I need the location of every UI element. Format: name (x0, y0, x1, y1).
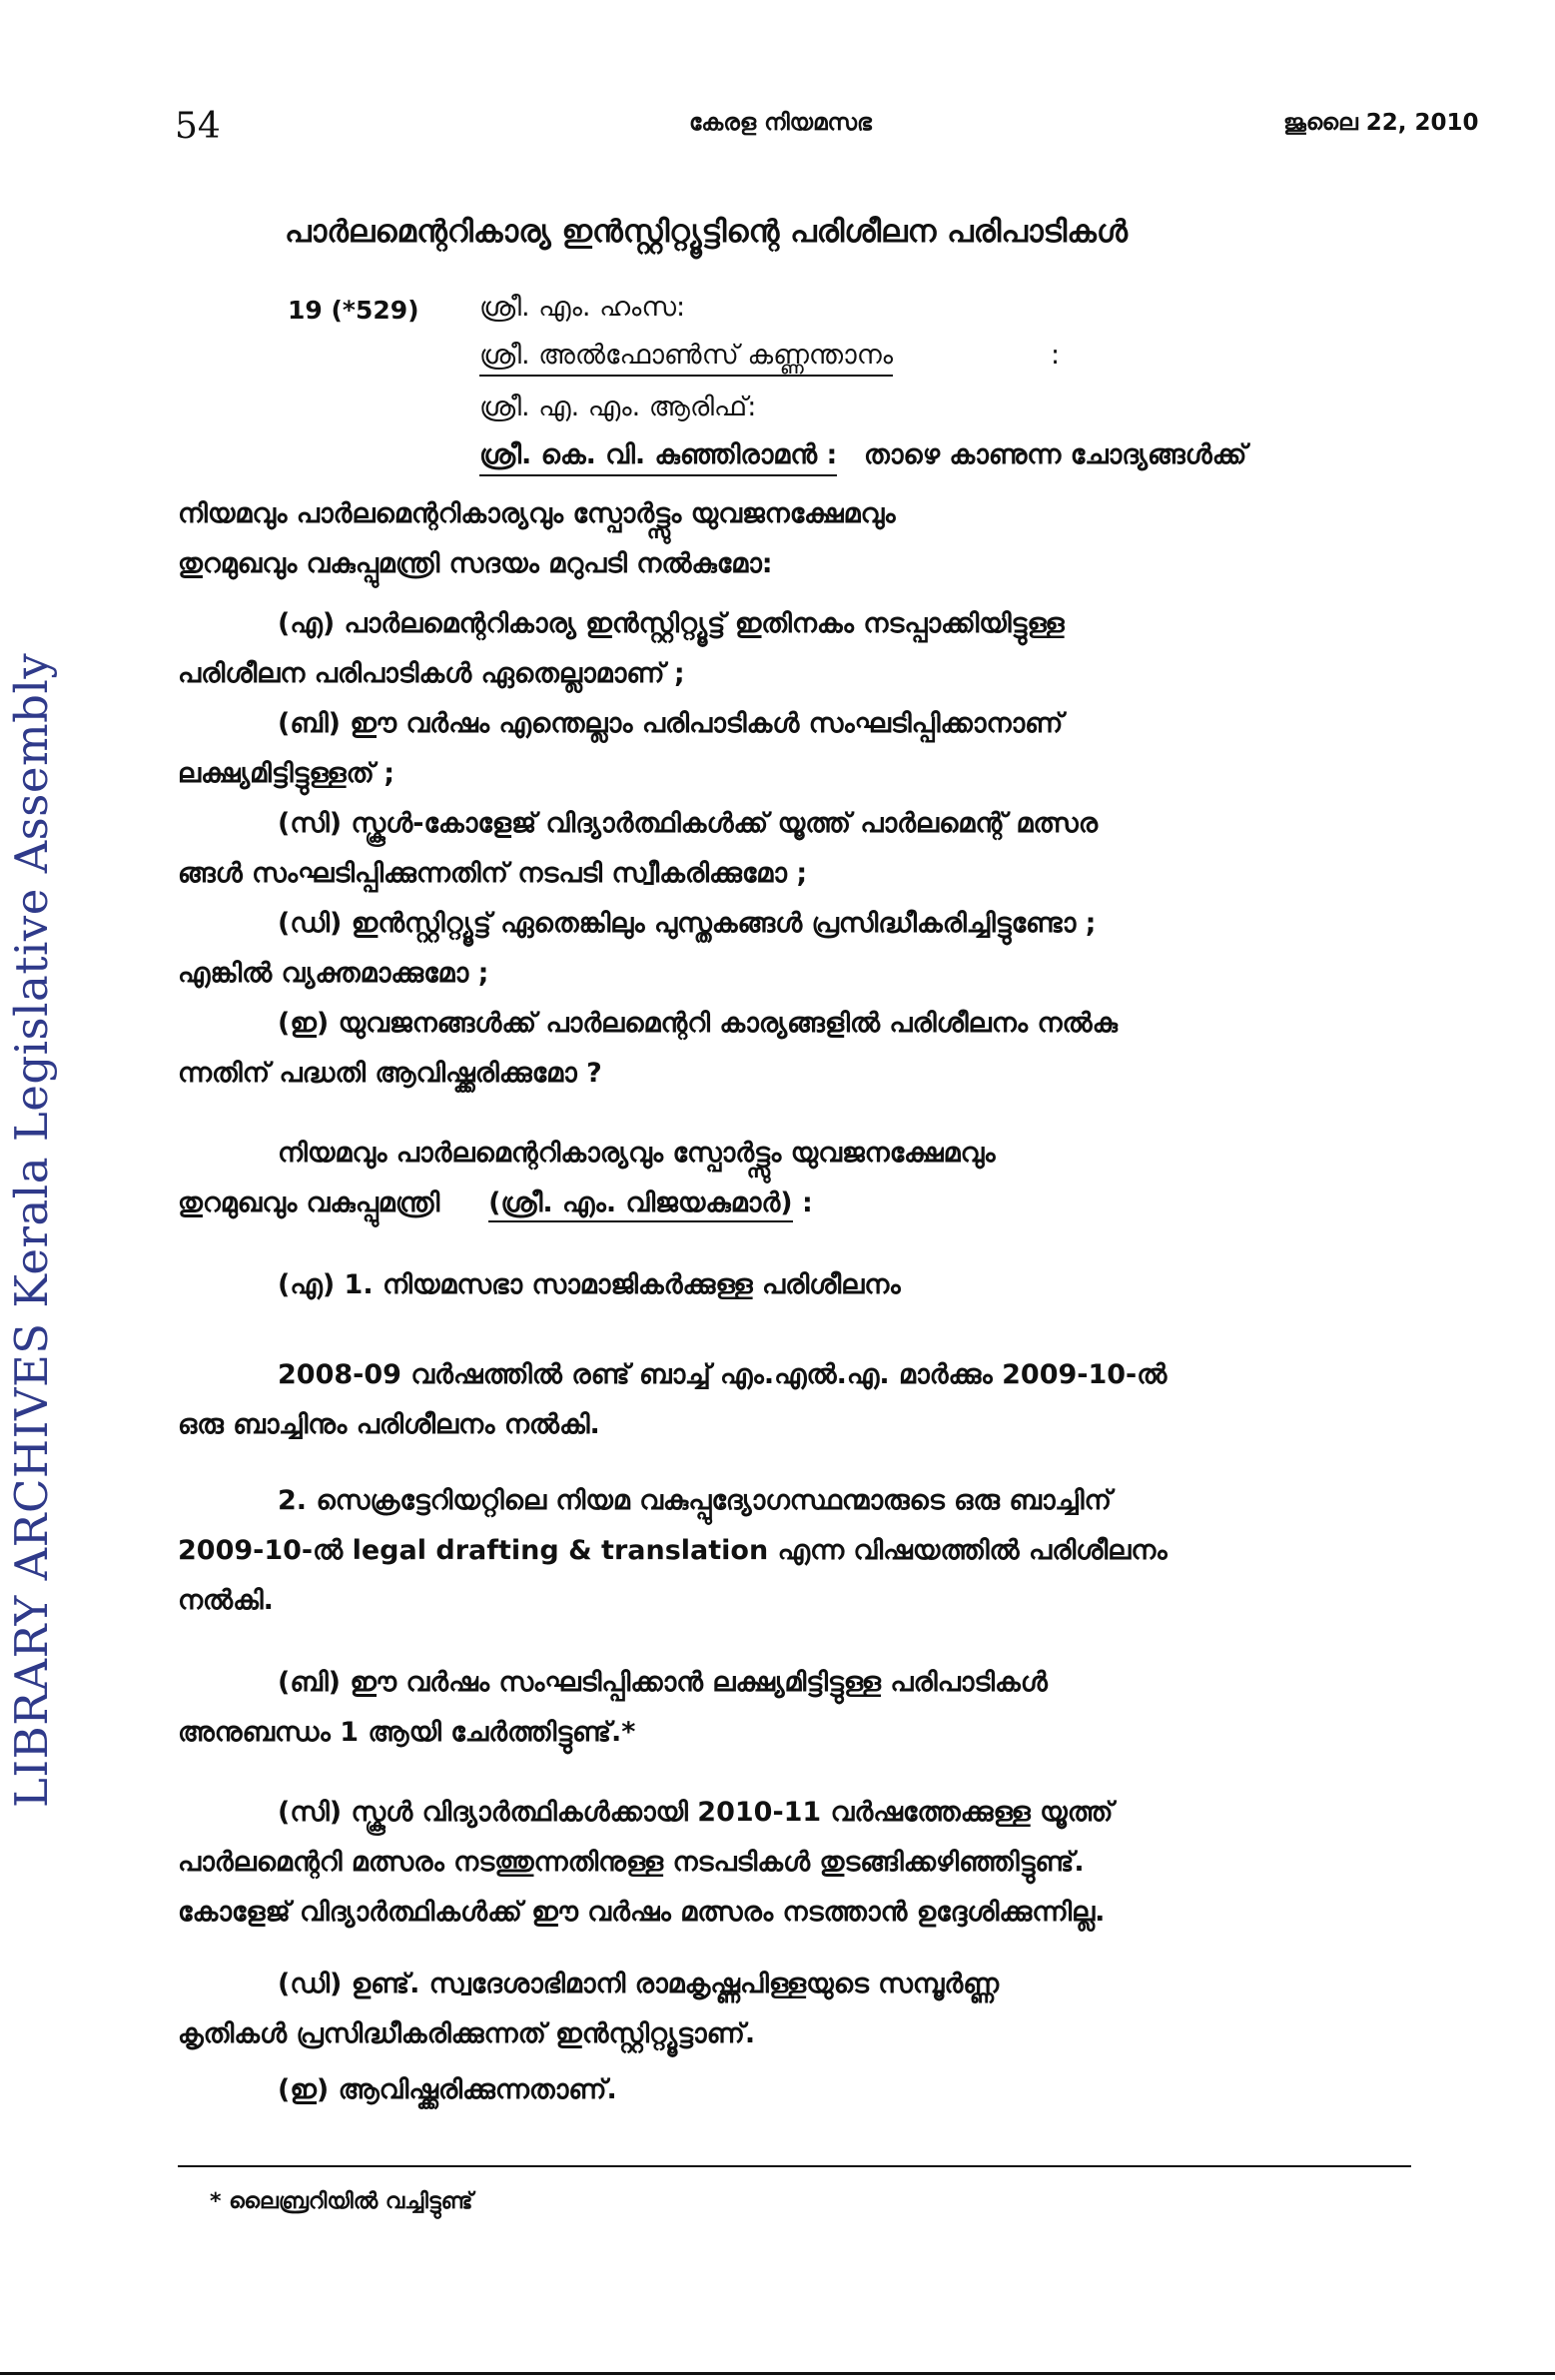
answer-a-heading (178, 1260, 1421, 1310)
minister-name: (ശ്രീ. എം. വിജയകുമാർ) (488, 1188, 792, 1222)
page-number: 54 (175, 106, 221, 147)
header-date: ജൂലൈ 22, 2010 (1283, 110, 1479, 136)
answer-line: 2009-10-ൽ legal drafting & translation എന്ന വിഷയത്തിൽ പരിശീലനം (178, 1535, 1167, 1566)
question-part-e (178, 999, 1421, 1099)
footnote-divider (178, 2165, 1411, 2167)
answer-line: കൃതികൾ പ്രസിദ്ധീകരിക്കുന്നത് ഇൻസ്റ്റിറ്റ്യൂട്ടാണ്. (178, 2018, 756, 2049)
answer-intro-line: നിയമവും പാർലമെന്ററികാര്യവും സ്പോർട്ട്സും യുവജനക്ഷേമവും (278, 1138, 996, 1169)
question-intro (178, 489, 1421, 589)
question-number: 19 (*529) (288, 296, 419, 325)
member-4: ശ്രീ. കെ. വി. കുഞ്ഞിരാമൻ : (479, 439, 837, 476)
question-part-d (178, 899, 1421, 999)
answer-line: (സി) സ്കൂൾ വിദ്യാർത്ഥികൾക്കായി 2010-11 വർഷത്തേക്കുള്ള യൂത്ത് (278, 1797, 1114, 1828)
answer-line: (ഡി) ഉണ്ട്. സ്വദേശാഭിമാനി രാമകൃഷ്ണപിള്ളയുടെ സമ്പൂർണ്ണ (278, 1969, 1000, 1999)
running-head: കേരള നിയമസഭ (689, 110, 872, 136)
question-part-line: (സി) സ്കൂൾ-കോളേജ് വിദ്യാർത്ഥികൾക്ക് യൂത്ത് പാർലമെന്റ് മത്സര (278, 808, 1099, 839)
footnote: * ലൈബ്രറിയിൽ വച്ചിട്ടുണ്ട് (210, 2189, 473, 2214)
answer-c (178, 1788, 1421, 1938)
question-part-line: (ഇ) യുവജനങ്ങൾക്ക് പാർലമെന്ററി കാര്യങ്ങളിൽ പരിശീലനം നൽകു (278, 1008, 1118, 1039)
answer-intro (178, 1129, 1421, 1228)
answer-a-para1 (178, 1350, 1421, 1450)
question-part-line: (ഡി) ഇൻസ്റ്റിറ്റ്യൂട്ട് ഏതെങ്കിലും പുസ്തകങ്ങൾ പ്രസിദ്ധീകരിച്ചിട്ടുണ്ടോ ; (278, 908, 1097, 939)
answer-line: 2008-09 വർഷത്തിൽ രണ്ട് ബാച്ച് എം.എൽ.എ. മാർക്കും 2009-10-ൽ (278, 1359, 1167, 1390)
answer-a-heading-text: (എ) 1. നിയമസഭാ സാമാജികർക്കുള്ള പരിശീലനം (278, 1269, 901, 1300)
question-part-line: എങ്കിൽ വ്യക്തമാക്കുമോ ; (178, 958, 489, 989)
answer-intro-prefix: തുറമുഖവും വകുപ്പുമന്ത്രി (178, 1188, 440, 1218)
answer-colon: : (801, 1188, 813, 1218)
question-intro-tail: താഴെ കാണുന്ന ചോദ്യങ്ങൾക്ക് (864, 439, 1247, 470)
answer-line: ഒരു ബാച്ചിനും പരിശീലനം നൽകി. (178, 1409, 600, 1440)
member-3: ശ്രീ. എ. എം. ആരിഫ്: (479, 392, 757, 422)
answer-d (178, 1960, 1421, 2059)
question-part-line: ങ്ങൾ സംഘടിപ്പിക്കുന്നതിന് നടപടി സ്വീകരിക്കുമോ ; (178, 858, 808, 889)
question-intro-line: നിയമവും പാർലമെന്ററികാര്യവും സ്പോർട്ട്സും യുവജനക്ഷേമവും (178, 498, 896, 529)
answer-b (178, 1658, 1421, 1758)
member-2-colon: : (1051, 340, 1061, 371)
answer-a-para2 (178, 1476, 1421, 1626)
question-part-line: (എ) പാർലമെന്ററികാര്യ ഇൻസ്റ്റിറ്റ്യൂട്ട് ഇതിനകം നടപ്പാക്കിയിട്ടുള്ള (278, 608, 1065, 639)
answer-line: പാർലമെന്ററി മത്സരം നടത്തുന്നതിനുള്ള നടപടികൾ തുടങ്ങിക്കഴിഞ്ഞിട്ടുണ്ട്. (178, 1847, 1085, 1878)
answer-line: നൽകി. (178, 1585, 274, 1616)
archive-watermark: LIBRARY ARCHIVES Kerala Legislative Assembly (5, 652, 58, 1808)
question-intro-line: തുറമുഖവും വകുപ്പുമന്ത്രി സദയം മറുപടി നൽകുമോ: (178, 548, 773, 579)
question-title: പാർലമെന്ററികാര്യ ഇൻസ്റ്റിറ്റ്യൂട്ടിന്റെ പരിശീലന പരിപാടികൾ (285, 214, 1128, 250)
question-part-line: ന്നതിന് പദ്ധതി ആവിഷ്ക്കരിക്കുമോ ? (178, 1058, 602, 1089)
answer-line: (ബി) ഈ വർഷം സംഘടിപ്പിക്കാൻ ലക്ഷ്യമിട്ടിട്ടുള്ള പരിപാടികൾ (278, 1667, 1048, 1698)
answer-e (178, 2065, 1421, 2115)
answer-line: (ഇ) ആവിഷ്ക്കരിക്കുന്നതാണ്. (278, 2074, 617, 2105)
question-part-c (178, 799, 1421, 899)
page-bottom-edge (0, 2372, 1555, 2375)
answer-line: കോളേജ് വിദ്യാർത്ഥികൾക്ക് ഈ വർഷം മത്സരം നടത്താൻ ഉദ്ദേശിക്കുന്നില്ല. (178, 1897, 1106, 1928)
question-part-line: (ബി) ഈ വർഷം എന്തെല്ലാം പരിപാടികൾ സംഘടിപ്പിക്കാനാണ് (278, 708, 1064, 739)
answer-line: അനുബന്ധം 1 ആയി ചേർത്തിട്ടുണ്ട്.* (178, 1717, 636, 1748)
question-part-a (178, 599, 1421, 699)
member-1: ശ്രീ. എം. ഹംസ: (479, 292, 686, 323)
answer-intro-line (178, 1179, 1421, 1228)
member-2: ശ്രീ. അൽഫോൺസ് കണ്ണന്താനം (479, 340, 893, 377)
question-part-b (178, 699, 1421, 799)
question-part-line: ലക്ഷ്യമിട്ടിട്ടുള്ളത് ; (178, 758, 394, 789)
answer-line: 2. സെക്രട്ടേറിയറ്റിലെ നിയമ വകുപ്പുദ്യോഗസ്ഥന്മാരുടെ ഒരു ബാച്ചിന് (278, 1485, 1112, 1516)
question-part-line: പരിശീലന പരിപാടികൾ ഏതെല്ലാമാണ് ; (178, 658, 685, 689)
